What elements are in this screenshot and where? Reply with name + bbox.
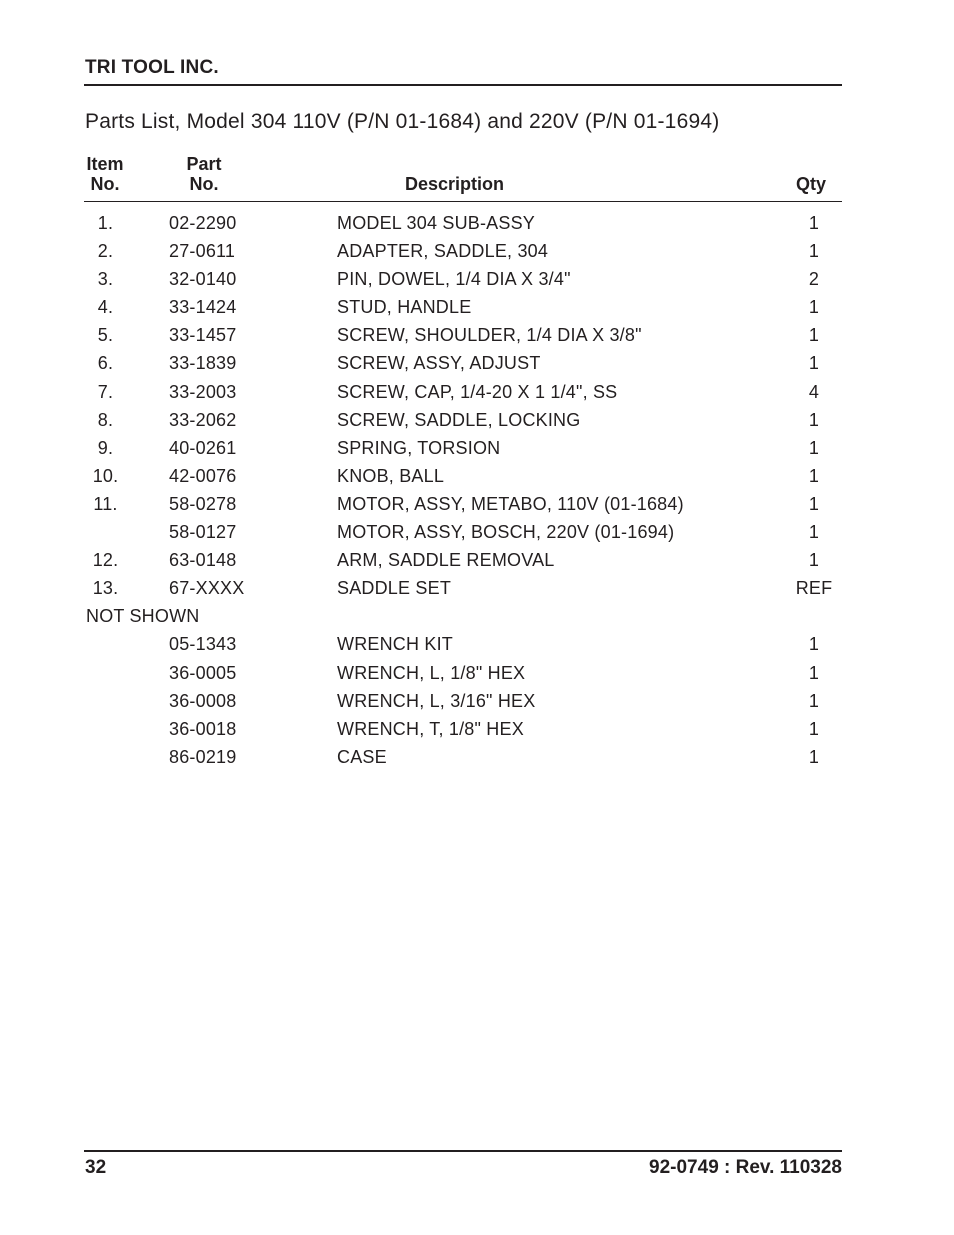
part-number: 33-1457 <box>169 325 237 346</box>
part-quantity: 1 <box>808 634 820 655</box>
part-description: MOTOR, ASSY, METABO, 110V (01-1684) <box>337 493 684 514</box>
table-row <box>0 659 954 687</box>
part-number: 36-0005 <box>169 662 237 683</box>
part-description: STUD, HANDLE <box>337 297 472 318</box>
part-quantity: 1 <box>808 550 820 571</box>
part-quantity: 1 <box>808 522 820 543</box>
table-row <box>0 462 954 490</box>
table-row <box>0 715 954 743</box>
part-quantity: REF <box>795 578 833 599</box>
table-row <box>0 349 954 377</box>
company-name: TRI TOOL INC. <box>85 57 219 78</box>
part-quantity: 1 <box>808 241 820 262</box>
part-number: 33-1839 <box>169 353 237 374</box>
item-number: 1. <box>97 213 114 233</box>
item-number: 13. <box>92 578 119 599</box>
table-row <box>0 546 954 574</box>
item-number: 12. <box>92 550 119 571</box>
part-description: PIN, DOWEL, 1/4 DIA X 3/4" <box>337 269 571 290</box>
part-description: WRENCH, L, 3/16" HEX <box>337 690 536 711</box>
part-description: WRENCH KIT <box>337 634 453 655</box>
item-number: 10. <box>92 465 119 486</box>
header-rule <box>84 84 842 86</box>
part-quantity: 1 <box>808 746 820 767</box>
item-number: 5. <box>97 325 114 346</box>
part-number: 63-0148 <box>169 550 237 571</box>
table-row <box>0 574 954 602</box>
part-description: KNOB, BALL <box>337 465 445 486</box>
part-description: SPRING, TORSION <box>337 437 501 458</box>
part-quantity: 1 <box>808 437 820 458</box>
part-quantity: 1 <box>808 297 820 318</box>
part-number: 05-1343 <box>169 634 237 655</box>
item-number: 11. <box>93 493 118 514</box>
item-number: 6. <box>97 353 114 374</box>
part-number: 86-0219 <box>169 746 237 767</box>
section-label-row <box>0 602 954 630</box>
document-reference: 92-0749 : Rev. 110328 <box>649 1157 842 1178</box>
item-number: 8. <box>97 409 114 430</box>
part-description: ARM, SADDLE REMOVAL <box>337 550 555 571</box>
part-description: MOTOR, ASSY, BOSCH, 220V (01-1694) <box>337 522 675 543</box>
part-number: 36-0018 <box>169 718 237 739</box>
part-quantity: 1 <box>808 662 820 683</box>
item-number: 3. <box>97 269 114 290</box>
part-description: MODEL 304 SUB-ASSY <box>337 213 536 233</box>
table-row <box>0 237 954 265</box>
section-label: NOT SHOWN <box>86 606 200 627</box>
part-quantity: 1 <box>808 213 820 233</box>
column-header-item: Item No. <box>86 154 124 194</box>
part-quantity: 1 <box>808 690 820 711</box>
item-number: 7. <box>97 381 114 402</box>
item-number: 4. <box>97 297 114 318</box>
table-row <box>0 265 954 293</box>
part-description: SCREW, ASSY, ADJUST <box>337 353 541 374</box>
footer-rule <box>84 1150 842 1152</box>
table-row <box>0 434 954 462</box>
part-quantity: 4 <box>808 381 820 402</box>
page-title: Parts List, Model 304 110V (P/N 01-1684) and 220V (P/N 01-1694) <box>85 110 720 133</box>
table-row <box>0 630 954 658</box>
table-row <box>0 743 954 771</box>
part-quantity: 1 <box>808 493 820 514</box>
part-description: WRENCH, T, 1/8" HEX <box>337 718 524 739</box>
table-row <box>0 687 954 715</box>
table-row <box>0 490 954 518</box>
table-row <box>0 518 954 546</box>
part-description: CASE <box>337 746 387 767</box>
part-description: SCREW, SHOULDER, 1/4 DIA X 3/8" <box>337 325 642 346</box>
part-number: 32-0140 <box>169 269 237 290</box>
parts-table <box>0 209 954 771</box>
part-description: SCREW, SADDLE, LOCKING <box>337 409 581 430</box>
part-quantity: 1 <box>808 718 820 739</box>
column-header-description: Description <box>405 174 505 194</box>
part-number: 58-0278 <box>169 493 237 514</box>
table-row <box>0 406 954 434</box>
part-description: ADAPTER, SADDLE, 304 <box>337 241 549 262</box>
table-row <box>0 378 954 406</box>
table-row <box>0 293 954 321</box>
part-number: 33-2062 <box>169 409 237 430</box>
part-number: 67-XXXX <box>169 578 245 599</box>
item-number: 9. <box>97 437 114 458</box>
part-quantity: 1 <box>808 325 820 346</box>
part-number: 40-0261 <box>169 437 237 458</box>
part-number: 27-0611 <box>169 241 236 262</box>
part-quantity: 1 <box>808 409 820 430</box>
column-header-qty: Qty <box>796 174 827 194</box>
part-description: SCREW, CAP, 1/4-20 X 1 1/4", SS <box>337 381 618 402</box>
part-number: 58-0127 <box>169 522 237 543</box>
part-number: 42-0076 <box>169 465 237 486</box>
item-number: 2. <box>97 241 114 262</box>
part-number: 36-0008 <box>169 690 237 711</box>
part-quantity: 2 <box>808 269 820 290</box>
table-row <box>0 209 954 237</box>
part-quantity: 1 <box>808 465 820 486</box>
column-header-part: Part No. <box>186 154 222 194</box>
part-number: 33-1424 <box>169 297 237 318</box>
table-header-rule <box>84 201 842 202</box>
part-number: 33-2003 <box>169 381 237 402</box>
table-row <box>0 321 954 349</box>
part-description: WRENCH, L, 1/8" HEX <box>337 662 526 683</box>
part-description: SADDLE SET <box>337 578 452 599</box>
part-number: 02-2290 <box>169 213 237 233</box>
part-quantity: 1 <box>808 353 820 374</box>
page-number: 32 <box>85 1157 107 1178</box>
